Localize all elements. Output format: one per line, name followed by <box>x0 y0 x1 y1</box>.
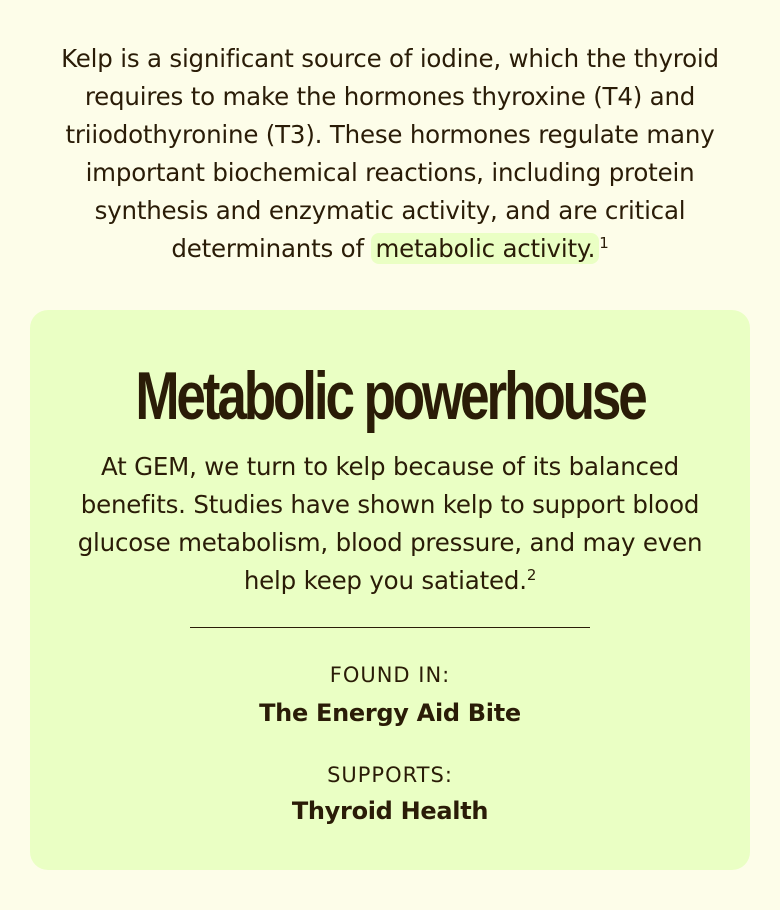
footnote-2: 2 <box>526 565 537 584</box>
card-body-text: At GEM, we turn to kelp because of its balanced benefits. Studies have shown kelp to support blood glucose metabolism, blood pressure, and may even help keep you satiated. <box>77 452 703 595</box>
intro-paragraph <box>40 40 740 268</box>
supports-label: SUPPORTS: <box>327 763 453 787</box>
found-in-label: FOUND IN: <box>329 663 451 687</box>
footnote-1: 1 <box>599 233 609 252</box>
found-in-value: The Energy Aid Bite <box>259 699 521 727</box>
card-headline: Metabolic powerhouse <box>135 358 645 434</box>
metabolic-card <box>30 310 750 870</box>
card-divider <box>190 627 590 628</box>
metabolic-activity-highlight: metabolic activity. <box>371 233 599 264</box>
supports-value: Thyroid Health <box>291 797 489 825</box>
intro-text: Kelp is a significant source of iodine, which the thyroid requires to make the hormones thyroxine (T4) and triiodothyronine (T3). These hormones regulate many important biochemical reactions, including protein synthesis and enzymatic activity, and are critical determinants of <box>61 44 719 263</box>
card-body <box>70 448 710 600</box>
